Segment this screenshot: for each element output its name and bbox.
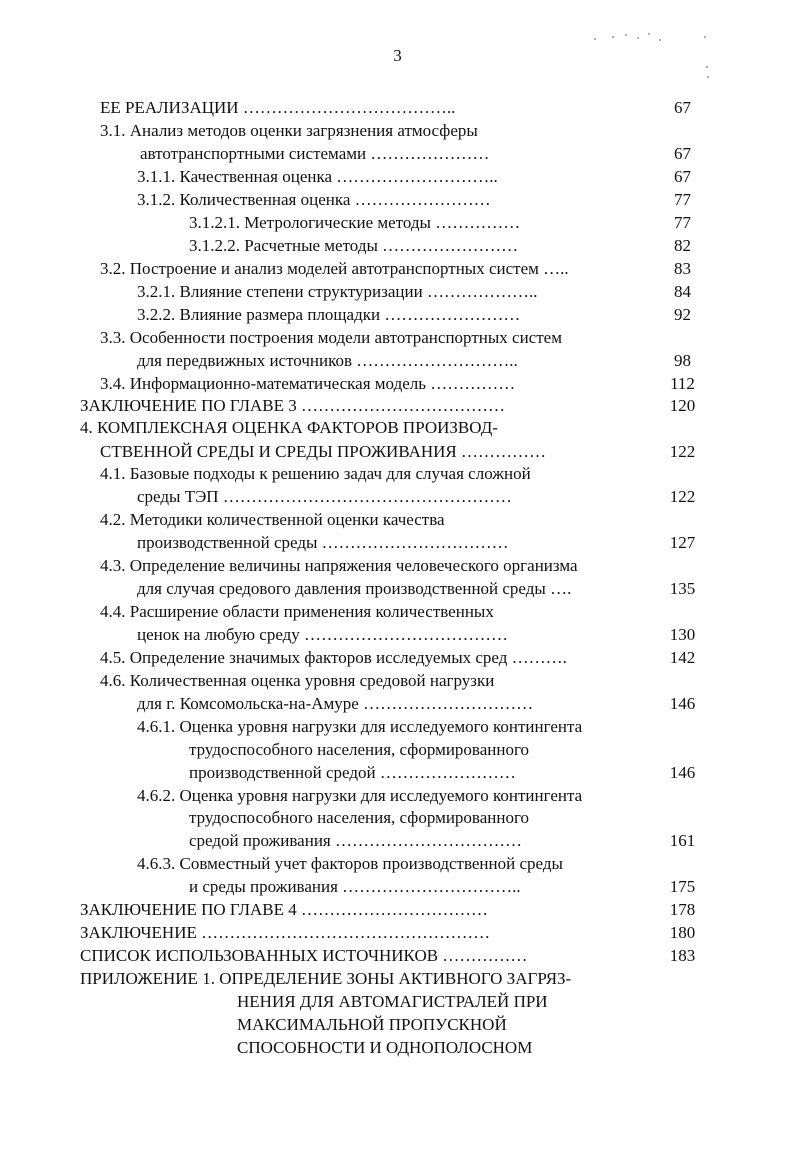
toc-entry-page: 112 xyxy=(670,374,695,393)
toc-entry-title: и среды проживания ………………………….. xyxy=(189,877,521,896)
toc-entry-page: 77 xyxy=(674,190,691,209)
toc-entry-title: для передвижных источников ……………………….. xyxy=(137,351,518,370)
toc-entry-page: 92 xyxy=(674,305,691,324)
toc-entry-page: 146 xyxy=(669,763,696,782)
toc-entry-page: 161 xyxy=(669,831,696,850)
toc-entry-page: 146 xyxy=(669,694,696,713)
toc-entry-title: 3.1.2.1. Метрологические методы …………… xyxy=(189,213,521,232)
toc-entry-title: среды ТЭП …………………………………………… xyxy=(137,487,512,506)
toc-entry-title: 4.2. Методики количественной оценки качества xyxy=(100,510,445,529)
toc-entry-title: МАКСИМАЛЬНОЙ ПРОПУСКНОЙ xyxy=(237,1015,507,1034)
toc-entry-page: 175 xyxy=(669,877,696,896)
toc-entry-title: ЕЕ РЕАЛИЗАЦИИ ……………………………….. xyxy=(100,98,456,117)
toc-entry-title: трудоспособного населения, сформированного xyxy=(189,808,530,827)
toc-entry-page: 130 xyxy=(669,625,696,644)
toc-entry-page: 178 xyxy=(669,900,696,919)
toc-entry-title: СПИСОК ИСПОЛЬЗОВАННЫХ ИСТОЧНИКОВ …………… xyxy=(80,946,528,965)
toc-entry-title: 4.6.2. Оценка уровня нагрузки для исследуемого контингента xyxy=(137,786,583,805)
toc-entry-title: ЗАКЛЮЧЕНИЕ ПО ГЛАВЕ 3 ……………………………… xyxy=(80,396,505,415)
toc-entry-page: 67 xyxy=(674,98,691,117)
toc-entry-title: 4.6. Количественная оценка уровня средовой нагрузки xyxy=(100,671,495,690)
toc-entry-title: 3.1. Анализ методов оценки загрязнения атмосферы xyxy=(100,121,478,140)
page-number: 3 xyxy=(393,46,402,65)
scan-artifact-dots xyxy=(590,28,710,88)
toc-entry-title: 3.2. Построение и анализ моделей автотранспортных систем ….. xyxy=(100,259,569,278)
toc-entry-page: 122 xyxy=(669,487,696,506)
toc-entry-title: трудоспособного населения, сформированного xyxy=(189,740,530,759)
toc-entry-page: 67 xyxy=(674,167,691,186)
toc-entry-title: 4.6.3. Совместный учет факторов производственной среды xyxy=(137,854,563,873)
toc-entry-title: производственной средой …………………… xyxy=(189,763,516,782)
toc-entry-title: 4.3. Определение величины напряжения человеческого организма xyxy=(100,556,578,575)
toc-entry-page: 98 xyxy=(674,351,691,370)
toc-entry-page: 83 xyxy=(674,259,691,278)
toc-entry-page: 127 xyxy=(669,533,696,552)
toc-entry-title: для случая средового давления производственной среды …. xyxy=(137,579,572,598)
toc-entry-title: ПРИЛОЖЕНИЕ 1. ОПРЕДЕЛЕНИЕ ЗОНЫ АКТИВНОГО ЗАГРЯЗ- xyxy=(80,969,572,988)
toc-entry-title: 4.6.1. Оценка уровня нагрузки для исследуемого контингента xyxy=(137,717,583,736)
toc-entry-title: средой проживания …………………………… xyxy=(189,831,522,850)
toc-entry-page: 84 xyxy=(674,282,691,301)
toc-entry-title: для г. Комсомольска-на-Амуре ………………………… xyxy=(137,694,534,713)
toc-entry-page: 67 xyxy=(674,144,691,163)
toc-entry-page: 142 xyxy=(669,648,696,667)
toc-entry-title: НЕНИЯ ДЛЯ АВТОМАГИСТРАЛЕЙ ПРИ xyxy=(237,992,548,1011)
toc-entry-title: 3.4. Информационно-математическая модель …………… xyxy=(100,374,516,393)
toc-entry-page: 120 xyxy=(669,396,696,415)
toc-entry-title: 3.1.2.2. Расчетные методы …………………… xyxy=(189,236,519,255)
toc-entry-title: ЗАКЛЮЧЕНИЕ …………………………………………… xyxy=(80,923,491,942)
toc-entry-page: 77 xyxy=(674,213,691,232)
toc-entry-title: ЗАКЛЮЧЕНИЕ ПО ГЛАВЕ 4 …………………………… xyxy=(80,900,488,919)
toc-entry-title: 4.1. Базовые подходы к решению задач для случая сложной xyxy=(100,464,531,483)
toc-entry-title: 3.3. Особенности построения модели автотранспортных систем xyxy=(100,328,562,347)
toc-entry-page: 183 xyxy=(669,946,696,965)
toc-entry-title: СТВЕННОЙ СРЕДЫ И СРЕДЫ ПРОЖИВАНИЯ …………… xyxy=(100,442,547,461)
toc-entry-title: 4. КОМПЛЕКСНАЯ ОЦЕНКА ФАКТОРОВ ПРОИЗВОД- xyxy=(80,418,498,437)
toc-entry-page: 135 xyxy=(669,579,696,598)
toc-entry-title: 3.2.2. Влияние размера площадки …………………… xyxy=(137,305,521,324)
toc-entry-title: 3.1.1. Качественная оценка ……………………….. xyxy=(137,167,498,186)
toc-entry-page: 82 xyxy=(674,236,691,255)
toc-entry-page: 122 xyxy=(669,442,696,461)
toc-entry-title: СПОСОБНОСТИ И ОДНОПОЛОСНОМ xyxy=(237,1038,533,1057)
toc-entry-title: 3.1.2. Количественная оценка …………………… xyxy=(137,190,491,209)
toc-entry-title: ценок на любую среду ……………………………… xyxy=(137,625,509,644)
toc-entry-title: производственной среды …………………………… xyxy=(137,533,509,552)
toc-entry-title: автотранспортными системами ………………… xyxy=(140,144,490,163)
toc-entry-title: 4.5. Определение значимых факторов исследуемых сред ………. xyxy=(100,648,567,667)
toc-entry-title: 3.2.1. Влияние степени структуризации ……………….. xyxy=(137,282,538,301)
toc-entry-title: 4.4. Расширение области применения количественных xyxy=(100,602,494,621)
toc-entry-page: 180 xyxy=(669,923,696,942)
